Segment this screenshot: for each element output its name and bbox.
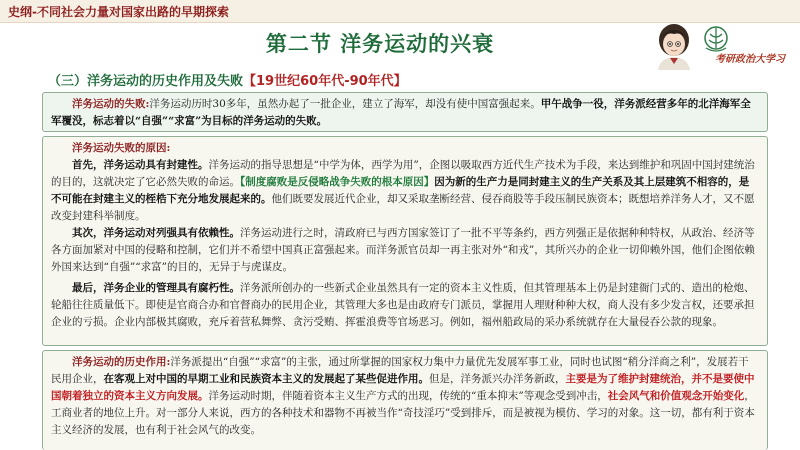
cause-1-tail: 他们既要发展近代企业，却又采取垄断经营、侵吞商股等手段压制民族资本；既想培养洋务人才，又不愿改变封建科举制度。 — [51, 193, 755, 222]
cause-2-text: 洋务运动进行之时，清政府已与西方国家签订了一批不平等条约，西方列强正是依据种种特权，从政治、经济等各方面加紧对中国的侵略和控制，它们并不希望中国真正富强起来。而洋务派官员却一再主张对外“和戎”，其所兴办的企业一切仰赖外国，他们企图依赖外国来达到“自强”“求富”的目的，无异于与虎谋皮。 — [51, 227, 755, 273]
cause-1-bold: 因为新的生产力是同封建主义的生产关系及其上层建筑不相容的，是不可能在封建主义的桎梏下充分地发展起来的。 — [51, 176, 750, 205]
role-bold-1: 在客观上对中国的早期工业和民族资本主义的发展起了某些促进作用。 — [103, 373, 429, 385]
failure-box — [42, 92, 768, 132]
section-heading — [48, 70, 407, 89]
failure-paragraph — [51, 96, 759, 130]
role-red-1: 主要是为了维护封建统治，并不是要使中国朝着独立的资本主义方向发展。 — [51, 373, 755, 402]
role-text-4: ，工商业者的地位上升。对一部分人来说，西方的各种技术和器物不再被当作“奇技淫巧”受到排斥，而是被视为模仿、学习的对象。这一切，都有利于资本主义经济的发展，也有利于社会风气的改变。 — [51, 390, 755, 436]
cause-2-lead: 其次，洋务运动对列强具有依赖性。 — [72, 227, 240, 239]
role-text-3: 洋务运动时期，伴随着资本主义生产方式的出现，传统的“重本抑末”等观念受到冲击， — [208, 390, 608, 402]
section-era: 【19世纪60年代-90年代】 — [243, 74, 407, 89]
brand-logo-text: 考研政治大学习 — [715, 54, 785, 65]
failure-label: 洋务运动的失败: — [72, 98, 150, 110]
failure-text: 洋务运动历时30多年，虽然办起了一批企业，建立了海军，却没有使中国富强起来。 — [149, 98, 541, 110]
causes-paragraph-2 — [51, 225, 759, 276]
role-text-1: 洋务派提出“自强”“求富”的主张，通过所掌握的国家权力集中力量优先发展军事工业，同时也试图“稍分洋商之利”，发展若干民用企业， — [51, 356, 749, 385]
role-text-2: 但是，洋务派兴办洋务新政， — [429, 373, 566, 385]
role-label: 洋务运动的历史作用: — [72, 356, 171, 368]
causes-paragraph-1 — [51, 157, 759, 225]
cause-3-lead: 最后，洋务企业的管理具有腐朽性。 — [72, 282, 240, 294]
role-red-2: 社会风气和价值观念开始变化 — [607, 390, 745, 402]
role-box — [42, 350, 768, 450]
cause-1-text: 洋务运动的指导思想是“中学为体，西学为用”，企图以吸取西方近代生产技术为手段，来达到维护和巩固中国封建统治的目的，这就决定了它必然失败的命运。 — [51, 159, 755, 188]
failure-bold: 甲午战争一役，洋务派经营多年的北洋海军全军覆没，标志着以“自强”“求富”为目标的洋务运动的失败。 — [51, 98, 751, 127]
breadcrumb: 史纲-不同社会力量对国家出路的早期探索 — [8, 5, 229, 19]
causes-paragraph-3 — [51, 280, 759, 331]
role-paragraph — [51, 354, 759, 439]
teacher-avatar-icon — [650, 20, 698, 70]
causes-box — [42, 136, 768, 346]
section-heading-text: （三）洋务运动的历史作用及失败 — [48, 74, 244, 89]
causes-label: 洋务运动失败的原因: — [72, 142, 171, 154]
page-title: 第二节 洋务运动的兴衰 — [265, 32, 495, 56]
cause-3-text: 洋务派所创办的一些新式企业虽然具有一定的资本主义性质，但其管理基本上仍是封建衙门式的、造出的枪炮、轮船往往质量低下。即使是官商合办和官督商办的民用企业，其管理大多也是由政府专门派员，掌握用人理财种种大权，商人没有多少发言权，还要承担企业的亏损。企业内部极其腐败，充斥着营私舞弊、贪污受贿、挥霍浪费等官场恶习。例如，福州船政局的采办系统就存在大量侵吞公款的现象。 — [51, 282, 755, 328]
cause-1-lead: 首先，洋务运动具有封建性。 — [72, 159, 209, 171]
cause-1-note: 【制度腐败是反侵略战争失败的根本原因】 — [240, 176, 435, 188]
